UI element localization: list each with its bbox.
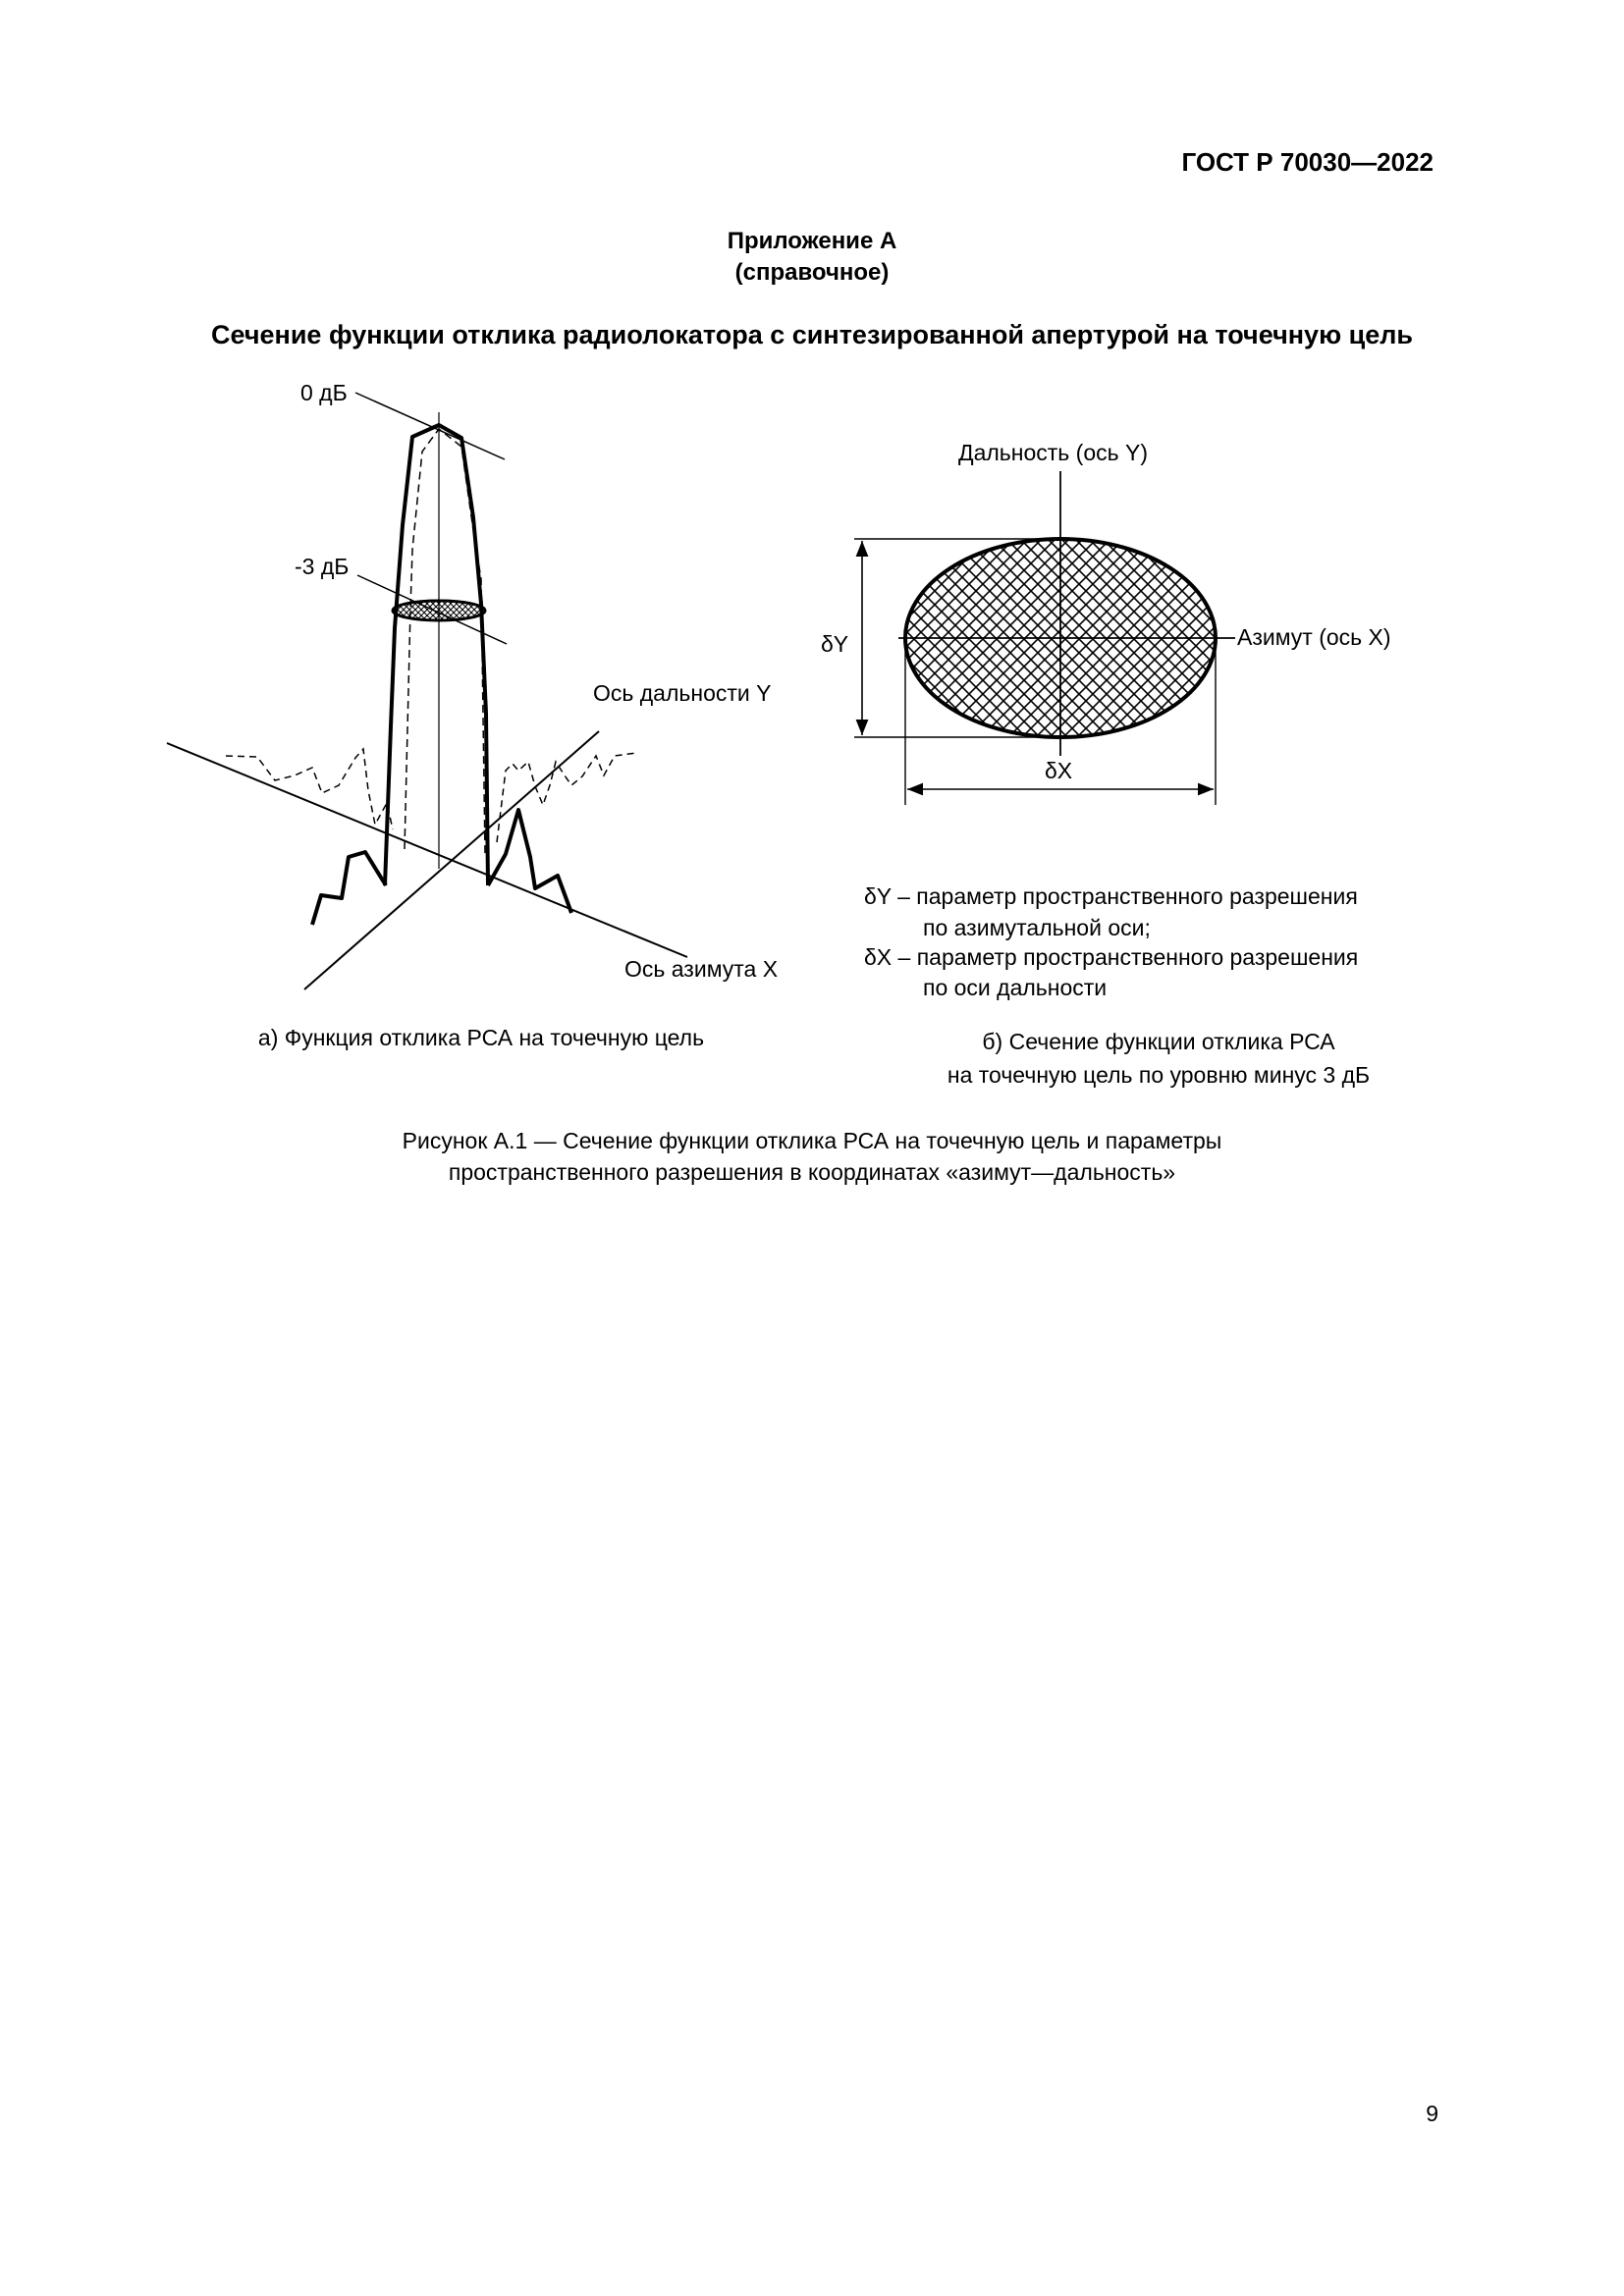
label-0db: 0 дБ (300, 380, 348, 405)
azimuth-sidelobes-left (312, 852, 386, 925)
document-id: ГОСТ Р 70030—2022 (1181, 147, 1434, 177)
range-sidelobes-left (226, 749, 393, 829)
section-title: Сечение функции отклика радиолокатора с синтезированной апертурой на точечную цель (210, 320, 1413, 349)
caption-figure-b-line-1: б) Сечение функции отклика РСА (982, 1029, 1335, 1054)
legend-line-4: по оси дальности (923, 975, 1108, 1000)
caption-figure-a: а) Функция отклика РСА на точечную цель (257, 1025, 705, 1050)
label-range-axis: Ось дальности Y (593, 680, 772, 706)
label-delta-x: δX (1045, 758, 1073, 783)
label-range-y: Дальность (ось Y) (958, 440, 1148, 465)
label-azimuth-x: Азимут (ось X) (1237, 624, 1391, 650)
caption-figure-b-line-2: на точечную цель по уровню минус 3 дБ (947, 1062, 1371, 1088)
caption-figure-b (805, 1025, 1512, 1092)
azimuth-axis-line (167, 743, 687, 957)
annex-title: Приложение А (727, 228, 897, 254)
range-sidelobes-right (497, 753, 636, 842)
minus-3db-section (393, 601, 485, 620)
legend-line-1: δY – параметр пространственного разрешения (864, 883, 1358, 909)
figure-caption-line-1: Рисунок А.1 — Сечение функции отклика РСА на точечную цель и параметры (402, 1128, 1222, 1153)
legend-line-2: по азимутальной оси; (923, 915, 1151, 940)
label-delta-y: δY (821, 631, 849, 657)
main-lobe (385, 425, 488, 885)
label-minus-3db: -3 дБ (295, 554, 350, 579)
figure-caption-line-2: пространственного разрешения в координатах «азимут—дальность» (448, 1159, 1176, 1185)
figure-b-graphic (854, 471, 1235, 805)
annex-subtitle: (справочное) (734, 259, 890, 286)
page-number: 9 (1426, 2101, 1438, 2126)
legend-line-3: δX – параметр пространственного разрешения (864, 944, 1359, 970)
figure-caption (0, 1125, 1624, 1188)
azimuth-sidelobes-right (488, 810, 571, 913)
label-azimuth-axis: Ось азимута X (624, 956, 779, 982)
